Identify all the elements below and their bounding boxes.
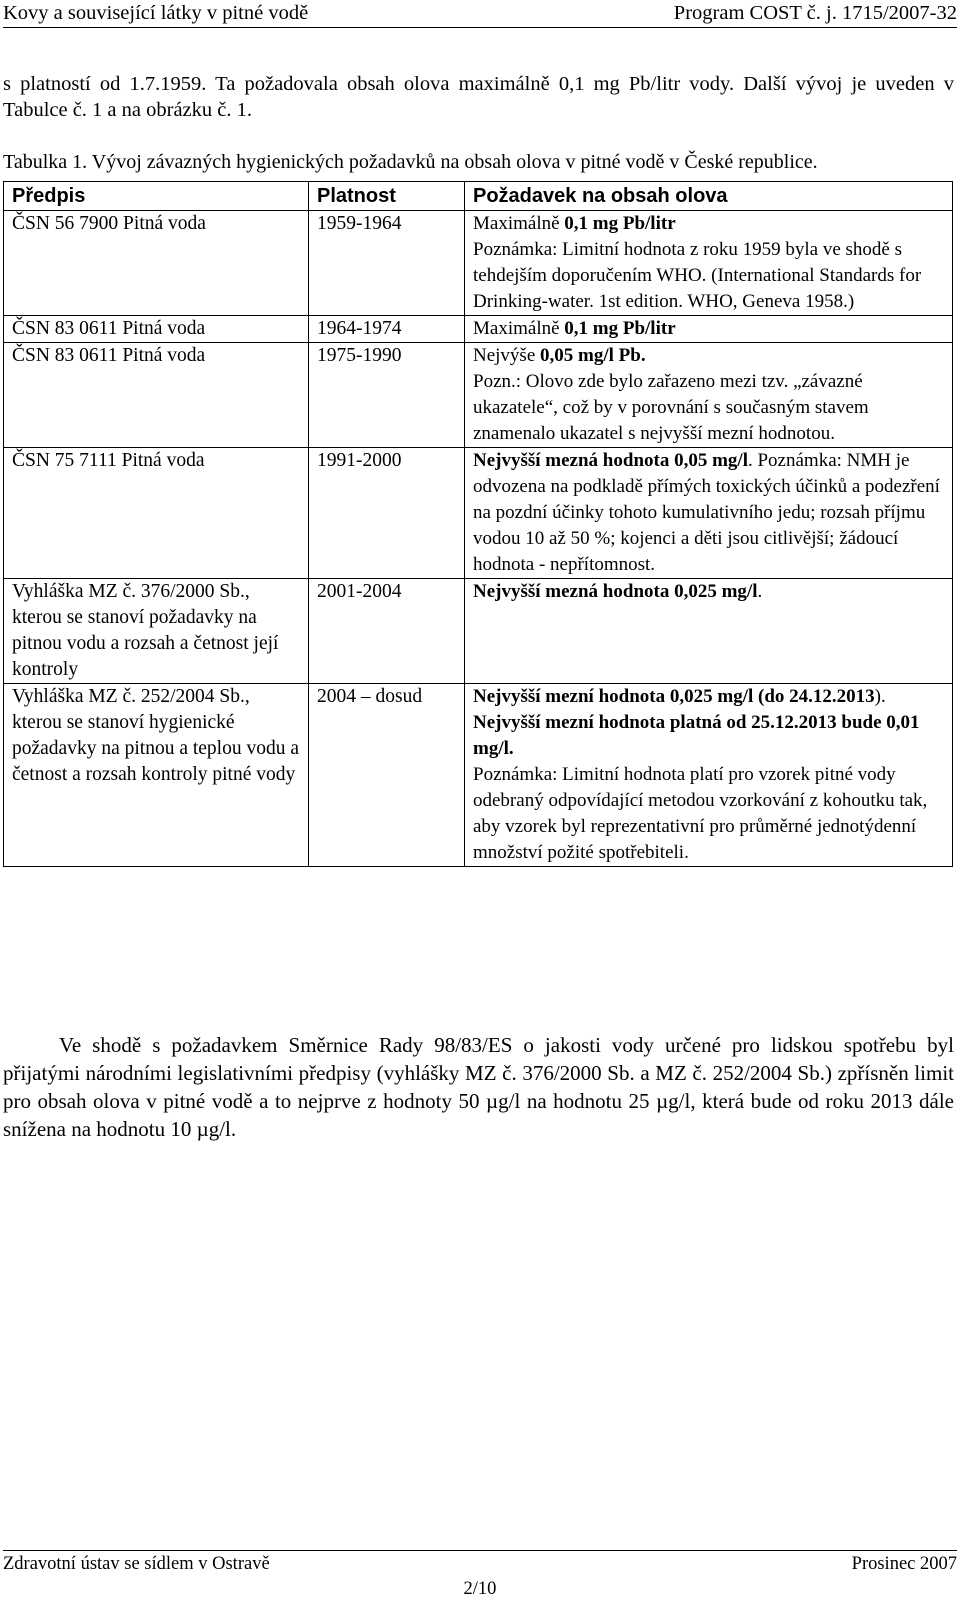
page-number: 2/10 xyxy=(463,1579,497,1599)
validity-cell: 1959-1964 xyxy=(309,211,465,316)
requirement-text: Nejvýše xyxy=(473,345,541,366)
requirement-line xyxy=(473,710,944,762)
requirement-emphasis: Nejvyšší mezná hodnota 0,025 mg/l xyxy=(473,581,758,602)
requirement-line xyxy=(473,684,944,710)
requirement-line xyxy=(473,369,944,447)
requirement-cell xyxy=(465,448,953,579)
requirement-text: Poznámka: Limitní hodnota platí pro vzorek pitné vody odebraný odpovídající metodou vzorkování z kohoutku tak, aby vzorek byl reprezentativní pro průměrné jednotýdenní množství požité spotřebiteli. xyxy=(473,764,928,863)
requirement-emphasis: 0,1 mg Pb/litr xyxy=(564,213,676,234)
header-rule xyxy=(3,27,957,28)
footer-date: Prosinec 2007 xyxy=(851,1554,957,1574)
header-cell-regulation: Předpis xyxy=(4,182,309,211)
regulation-cell: ČSN 56 7900 Pitná voda xyxy=(4,211,309,316)
footer-institute: Zdravotní ústav se sídlem v Ostravě xyxy=(3,1554,270,1574)
table-row xyxy=(4,448,953,579)
table-caption: Tabulka 1. Vývoj závazných hygienických požadavků na obsah olova v pitné vodě v České republice. xyxy=(3,151,818,173)
intro-paragraph: s platností od 1.7.1959. Ta požadovala obsah olova maximálně 0,1 mg Pb/litr vody. Další vývoj je uveden v Tabulce č. 1 a na obrázku č. 1. xyxy=(3,73,954,121)
regulation-cell: ČSN 75 7111 Pitná voda xyxy=(4,448,309,579)
requirement-line xyxy=(473,211,944,237)
regulation-table xyxy=(3,181,953,867)
requirement-text: . Poznámka: NMH je odvozena na podkladě přímých toxických účinků a podezření na pozdní účinky tohoto kumulativního jedu; rozsah příjmu vodou 10 až 50 %; kojenci a děti jsou citlivější; žádoucí hodnota - nepřítomnost. xyxy=(473,450,940,575)
regulation-cell: ČSN 83 0611 Pitná voda xyxy=(4,316,309,343)
requirement-line xyxy=(473,343,944,369)
requirement-cell xyxy=(465,684,953,867)
requirement-line xyxy=(473,579,944,605)
validity-cell: 2004 – dosud xyxy=(309,684,465,867)
header-cell-validity: Platnost xyxy=(309,182,465,211)
requirement-cell xyxy=(465,211,953,316)
requirement-line xyxy=(473,237,944,315)
requirement-text: ). xyxy=(874,686,886,707)
requirement-cell xyxy=(465,316,953,343)
requirement-cell xyxy=(465,579,953,684)
page-header xyxy=(3,0,957,28)
requirement-line xyxy=(473,762,944,866)
header-program: Program COST č. j. 1715/2007-32 xyxy=(673,2,957,24)
requirement-cell xyxy=(465,343,953,448)
footer-rule xyxy=(3,1550,957,1551)
header-cell-requirement: Požadavek na obsah olova xyxy=(465,182,953,211)
requirement-emphasis: Nejvyšší mezní hodnota 0,025 mg/l (do 24.12.2013 xyxy=(473,686,875,707)
regulation-cell: Vyhláška MZ č. 252/2004 Sb., kterou se stanoví hygienické požadavky na pitnou a teplou vodu a četnost a rozsah kontroly pitné vody xyxy=(4,684,309,867)
regulation-cell: ČSN 83 0611 Pitná voda xyxy=(4,343,309,448)
requirement-text: Pozn.: Olovo zde bylo zařazeno mezi tzv. „závazné ukazatele“, což by v porovnání s současným stavem znamenalo ukazatel s nejvyšší mezní hodnotou. xyxy=(473,371,869,444)
table-row xyxy=(4,684,953,867)
table-header-row xyxy=(4,182,953,211)
regulation-cell: Vyhláška MZ č. 376/2000 Sb., kterou se stanoví požadavky na pitnou vodu a rozsah a četnost její kontroly xyxy=(4,579,309,684)
requirement-emphasis: 0,1 mg Pb/litr xyxy=(564,318,676,339)
validity-cell: 1964-1974 xyxy=(309,316,465,343)
requirement-emphasis: Nejvyšší mezní hodnota platná od 25.12.2013 bude 0,01 mg/l. xyxy=(473,712,920,759)
requirement-emphasis: 0,05 mg/l Pb. xyxy=(540,345,646,366)
table-row xyxy=(4,343,953,448)
requirement-text: Poznámka: Limitní hodnota z roku 1959 byla ve shodě s tehdejším doporučením WHO. (International Standards for Drinking-water. 1st edition. WHO, Geneva 1958.) xyxy=(473,239,922,312)
requirement-emphasis: Nejvyšší mezná hodnota 0,05 mg/l xyxy=(473,450,748,471)
requirement-text: Maximálně xyxy=(473,213,565,234)
table-row xyxy=(4,316,953,343)
requirement-text: . xyxy=(757,581,763,602)
validity-cell: 1975-1990 xyxy=(309,343,465,448)
page-footer xyxy=(3,1550,957,1607)
header-title: Kovy a související látky v pitné vodě xyxy=(3,2,309,24)
requirement-text: Maximálně xyxy=(473,318,565,339)
requirement-line xyxy=(473,448,944,578)
closing-text: Ve shodě s požadavkem Směrnice Rady 98/83/ES o jakosti vody určené pro lidskou spotřebu byl přijatými národními legislativními předpisy (vyhlášky MZ č. 376/2000 Sb. a MZ č. 252/2004 Sb.) zpřísněn limit pro obsah olova v pitné vodě a to nejprve z hodnoty 50 µg/l na hodnotu 25 µg/l, která bude od roku 2013 dále snížena na hodnotu 10 µg/l. xyxy=(3,1033,954,1141)
validity-cell: 1991-2000 xyxy=(309,448,465,579)
requirement-line xyxy=(473,316,944,342)
table-row xyxy=(4,579,953,684)
validity-cell: 2001-2004 xyxy=(309,579,465,684)
closing-paragraph xyxy=(3,1031,954,1143)
table-row xyxy=(4,211,953,316)
